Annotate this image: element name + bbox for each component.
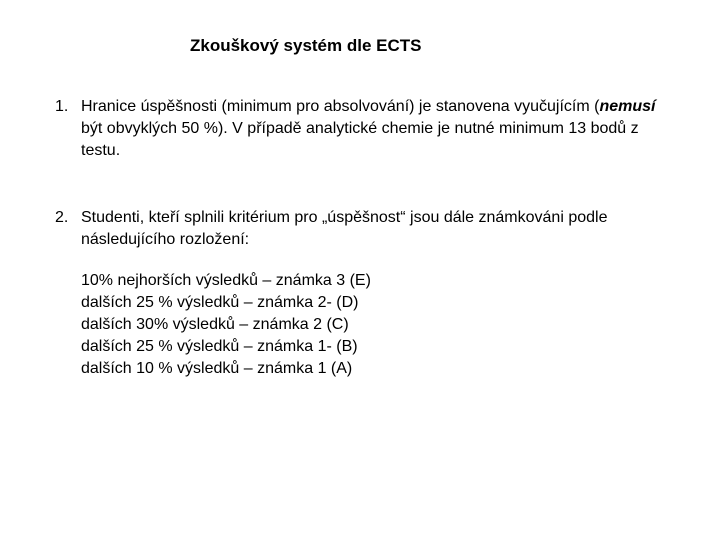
list-item-text-before: Hranice úspěšnosti (minimum pro absolvování) je stanovena vyučujícím (: [81, 98, 600, 115]
list-item-text: [81, 96, 675, 162]
grade-line: dalších 30% výsledků – známka 2 (C): [81, 316, 349, 333]
grade-line: 10% nejhorších výsledků – známka 3 (E): [81, 272, 371, 289]
list-item-number: 2.: [55, 209, 69, 226]
grade-line: dalších 25 % výsledků – známka 2- (D): [81, 294, 359, 311]
grade-distribution: [81, 270, 371, 380]
list-item-1: [55, 96, 675, 162]
list-item-2: [55, 207, 675, 251]
emphasis-text: nemusí: [599, 98, 656, 115]
grade-line: dalších 25 % výsledků – známka 1- (B): [81, 338, 358, 355]
list-item-text: Studenti, kteří splnili kritérium pro „úspěšnost“ jsou dále známkováni podle následujícího rozložení:: [81, 209, 608, 248]
slide-title: Zkouškový systém dle ECTS: [190, 36, 422, 55]
list-item-text-after: být obvyklých 50 %). V případě analytické chemie je nutné minimum 13 bodů z testu.: [81, 120, 639, 159]
grade-line: dalších 10 % výsledků – známka 1 (A): [81, 360, 353, 377]
list-item-number: 1.: [55, 98, 69, 115]
